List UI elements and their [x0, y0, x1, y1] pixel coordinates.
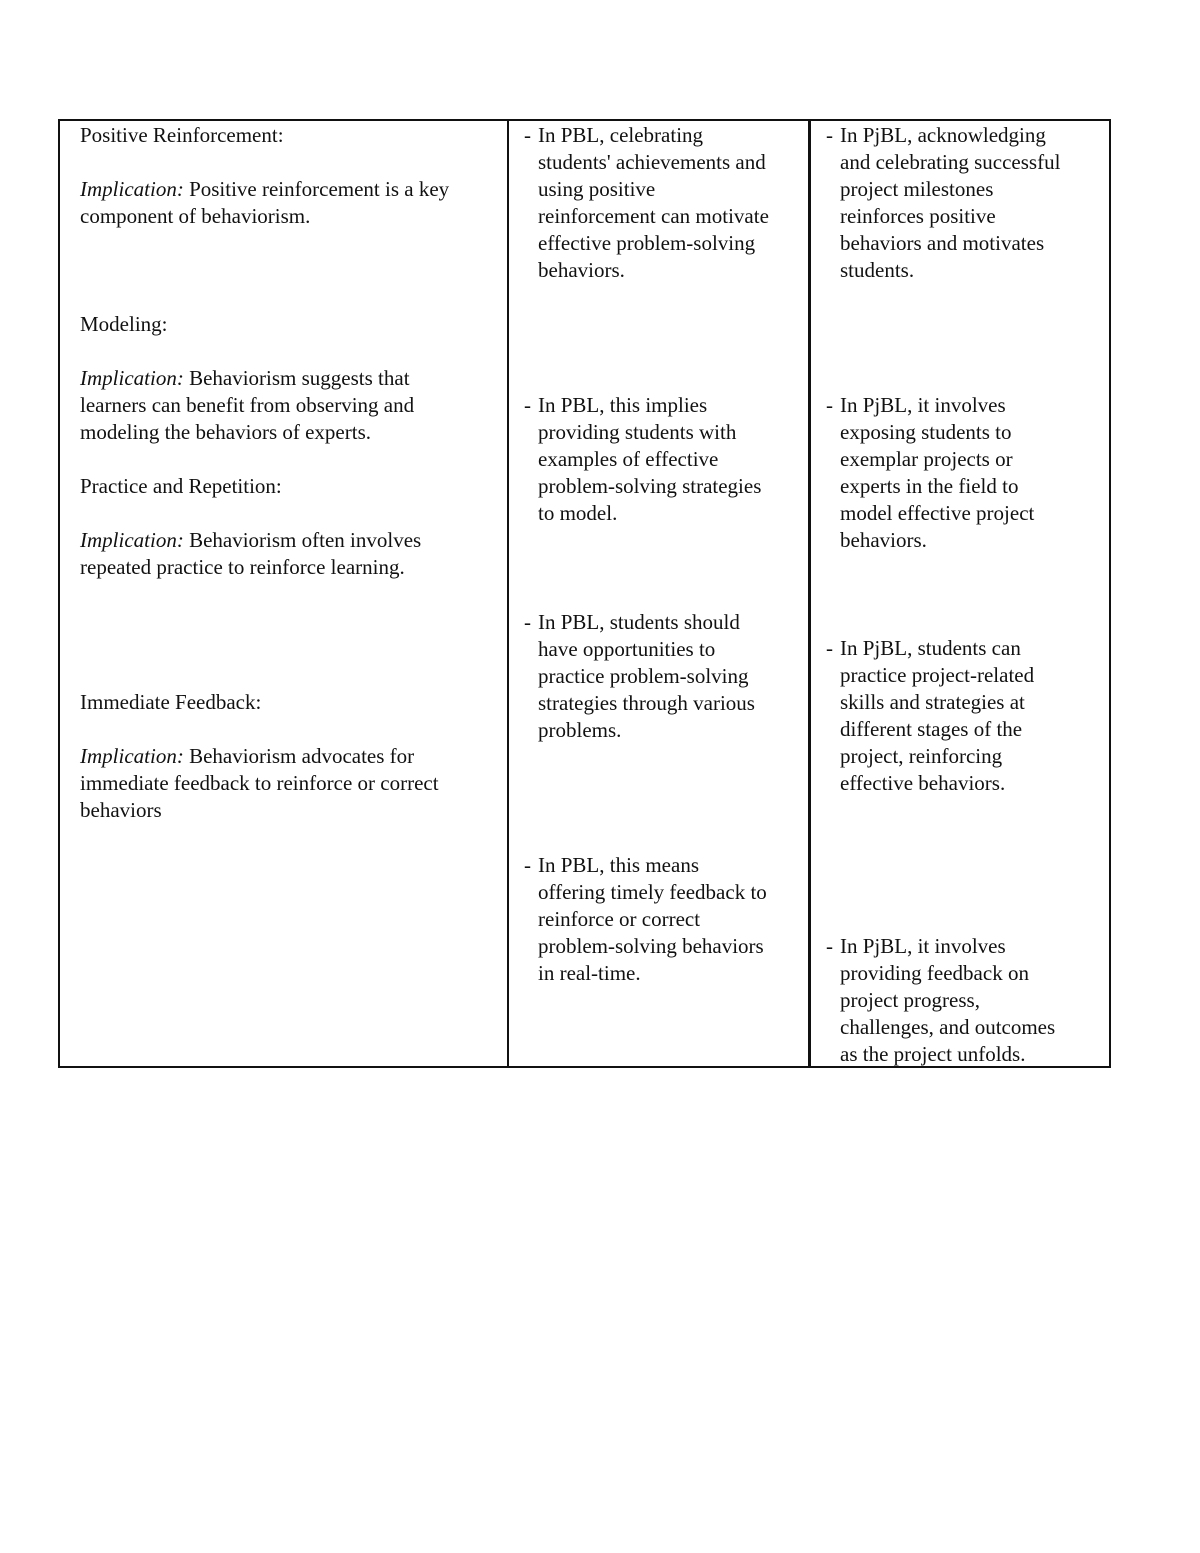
item-text: behaviors.: [538, 258, 625, 282]
item-text: providing feedback on: [840, 961, 1029, 985]
item-text: model effective project: [840, 501, 1035, 525]
section-heading: Modeling:: [80, 312, 168, 336]
bullet-dash: -: [524, 610, 531, 634]
item-text: exemplar projects or: [840, 447, 1013, 471]
implication-text: behaviors: [80, 798, 162, 822]
bullet-dash: -: [826, 123, 833, 147]
item-text: project milestones: [840, 177, 994, 201]
item-text: in real-time.: [538, 961, 641, 985]
item-text: have opportunities to: [538, 637, 716, 661]
item-text: experts in the field to: [840, 474, 1019, 498]
implication-text: component of behaviorism.: [80, 204, 311, 228]
item-text: problem-solving strategies: [538, 474, 762, 498]
implication-label: Implication:: [80, 177, 184, 201]
implication-text: Positive reinforcement is a key: [183, 177, 450, 201]
item-text: In PjBL, it involves: [840, 934, 1006, 958]
bullet-dash: -: [826, 934, 833, 958]
item-text: challenges, and outcomes: [840, 1015, 1056, 1039]
item-text: reinforcement can motivate: [538, 204, 769, 228]
item-text: In PjBL, students can: [840, 636, 1021, 660]
practice-section: [80, 473, 421, 581]
implication-text: Behaviorism advocates for: [183, 744, 415, 768]
item-text: In PjBL, it involves: [840, 393, 1006, 417]
bullet-dash: -: [826, 636, 833, 660]
implication-label: Implication:: [80, 366, 184, 390]
column-divider: [507, 121, 509, 1066]
implication-text: learners can benefit from observing and: [80, 393, 415, 417]
implication-text: immediate feedback to reinforce or correct: [80, 771, 439, 795]
feedback-section: [80, 689, 439, 824]
item-text: problem-solving behaviors: [538, 934, 764, 958]
item-text: and celebrating successful: [840, 150, 1061, 174]
item-text: as the project unfolds.: [840, 1042, 1026, 1066]
item-text: to model.: [538, 501, 618, 525]
item-text: students.: [840, 258, 915, 282]
item-text: behaviors and motivates: [840, 231, 1045, 255]
modeling-section: [80, 311, 414, 446]
item-text: In PBL, this implies: [538, 393, 708, 417]
item-text: different stages of the: [840, 717, 1023, 741]
item-text: In PBL, celebrating: [538, 123, 704, 147]
item-text: In PjBL, acknowledging: [840, 123, 1046, 147]
item-text: project, reinforcing: [840, 744, 1003, 768]
implication-text: Behaviorism often involves: [183, 528, 422, 552]
item-text: students' achievements and: [538, 150, 766, 174]
item-text: providing students with: [538, 420, 737, 444]
item-text: strategies through various: [538, 691, 755, 715]
item-text: exposing students to: [840, 420, 1012, 444]
implication-text: modeling the behaviors of experts.: [80, 420, 372, 444]
item-text: practice project-related: [840, 663, 1035, 687]
bullet-dash: -: [524, 123, 531, 147]
bullet-dash: -: [524, 393, 531, 417]
item-text: reinforces positive: [840, 204, 996, 228]
implication-label: Implication:: [80, 528, 184, 552]
item-text: examples of effective: [538, 447, 719, 471]
column-divider: [808, 121, 811, 1066]
section-heading: Immediate Feedback:: [80, 690, 262, 714]
implication-text: repeated practice to reinforce learning.: [80, 555, 405, 579]
item-text: effective problem-solving: [538, 231, 756, 255]
item-text: using positive: [538, 177, 656, 201]
implication-label: Implication:: [80, 744, 184, 768]
positive-reinforcement-section: [80, 122, 449, 230]
item-text: behaviors.: [840, 528, 927, 552]
item-text: problems.: [538, 718, 622, 742]
item-text: reinforce or correct: [538, 907, 701, 931]
section-heading: Positive Reinforcement:: [80, 123, 284, 147]
item-text: practice problem-solving: [538, 664, 749, 688]
item-text: project progress,: [840, 988, 980, 1012]
section-heading: Practice and Repetition:: [80, 474, 282, 498]
item-text: effective behaviors.: [840, 771, 1006, 795]
item-text: In PBL, this means: [538, 853, 699, 877]
bullet-dash: -: [524, 853, 531, 877]
item-text: offering timely feedback to: [538, 880, 767, 904]
implication-text: Behaviorism suggests that: [183, 366, 410, 390]
bullet-dash: -: [826, 393, 833, 417]
item-text: skills and strategies at: [840, 690, 1025, 714]
item-text: In PBL, students should: [538, 610, 740, 634]
